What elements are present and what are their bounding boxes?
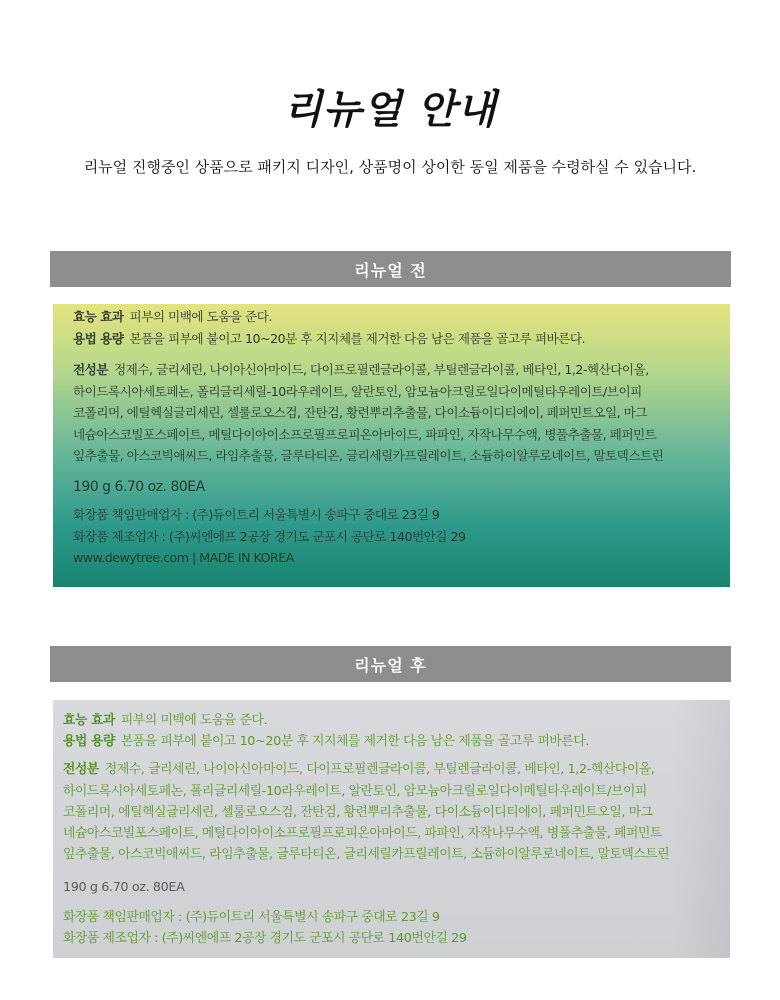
website-text: www.dewytree.com | MADE IN KOREA	[73, 550, 294, 565]
maker-line: 화장품 제조업자 : (주)씨엔에프 2공장 경기도 군포시 공단로 140번안길 29	[63, 930, 467, 946]
ingredients-line	[63, 759, 722, 780]
ingredients-line: 잎추출물, 아스코빅애씨드, 라임추출물, 글루타티온, 글리세릴카프릴레이트, 소듐하이알루로네이트, 말토덱스트린	[63, 847, 670, 863]
page-title: 리뉴얼 안내	[283, 87, 497, 133]
maker-label: 화장품 제조업자	[73, 528, 159, 544]
ingredients-text: 정제수, 글리세린, 나이아신아마이드, 다이프로필렌글라이콜, 부틸렌글라이콜, 베타인, 1,2-헥산다이올,	[114, 362, 649, 377]
usage-label: 용법 용량	[73, 330, 124, 346]
ingredients-line: 코폴리머, 에틸헥실글리세린, 셀룰로오스검, 잔탄검, 황련뿌리추출물, 다이소듐이디티에이, 페퍼민트오일, 마그	[73, 405, 647, 420]
maker-label: 화장품 제조업자	[63, 930, 151, 946]
maker-text: (주)씨엔에프 2공장 경기도 군포시 공단로 140번안길 29	[161, 930, 467, 946]
ingredients-line: 네슘아스코빌포스페이트, 메틸다이아이소프로필프로피온아마이드, 파파인, 자작나무수액, 병풀추출물, 페퍼민트	[73, 426, 657, 442]
efficacy-label: 효능 효과	[63, 713, 115, 728]
efficacy-text: 피부의 미백에 도움을 준다.	[129, 309, 272, 324]
product-label-text-after	[63, 710, 722, 949]
product-label-photo-before	[53, 304, 730, 587]
usage-text: 본품을 피부에 붙이고 10~20분 후 지지체를 제거한 다음 남은 제품을 골고루 펴바른다.	[129, 330, 585, 346]
usage-line	[73, 328, 722, 350]
seller-line: 화장품 책임판매업자 : (주)듀이트리 서울특별시 송파구 중대로 23길 9	[63, 909, 440, 925]
maker-line: 화장품 제조업자 : (주)씨엔에프 2공장 경기도 군포시 공단로 140번안길 29	[73, 528, 466, 544]
ingredients-line: 하이드록시아세토페논, 폴리글리세릴-10라우레이트, 알란토인, 암모늄아크릴로일다이메틸타우레이트/브이피	[63, 783, 647, 799]
efficacy-label: 효능 효과	[73, 309, 124, 324]
efficacy-line	[63, 710, 722, 731]
ingredients-text: 정제수, 글리세린, 나이아신아마이드, 다이프로필렌글라이콜, 부틸렌글라이콜, 베타인, 1,2-헥산다이올,	[104, 762, 655, 778]
efficacy-text: 피부의 미백에 도움을 준다.	[120, 713, 268, 728]
section-header-before: 리뉴얼 전	[50, 251, 731, 287]
ingredients-line	[73, 359, 722, 381]
product-label-text-before	[73, 306, 722, 569]
ingredients-label: 전성분	[73, 362, 108, 377]
usage-text: 본품을 피부에 붙이고 10~20분 후 지지체를 제거한 다음 남은 제품을 골고루 펴바른다.	[120, 734, 589, 750]
usage-line	[63, 731, 722, 752]
maker-text: (주)씨엔에프 2공장 경기도 군포시 공단로 140번안길 29	[168, 528, 466, 544]
ingredients-line: 하이드록시아세토페논, 폴리글리세릴-10라우레이트, 알란토인, 암모늄아크릴로일다이메틸타우레이트/브이피	[73, 383, 642, 399]
ingredients-label: 전성분	[63, 762, 99, 778]
seller-line: 화장품 책임판매업자 : (주)듀이트리 서울특별시 송파구 중대로 23길 9	[73, 507, 440, 522]
seller-label: 화장품 책임판매업자	[63, 909, 175, 925]
section-header-after: 리뉴얼 후	[50, 646, 731, 682]
quantity-text: 190 g 6.70 oz. 80EA	[63, 880, 185, 896]
seller-label: 화장품 책임판매업자	[73, 507, 182, 522]
efficacy-line	[73, 306, 722, 328]
ingredients-line: 잎추출물, 아스코빅애씨드, 라임추출물, 글루타티온, 글리세릴카프릴레이트, 소듐하이알루로네이트, 말토덱스트린	[73, 448, 664, 463]
quantity-text: 190 g 6.70 oz. 80EA	[73, 478, 205, 495]
ingredients-line: 네슘아스코빌포스페이트, 메틸다이아이소프로필프로피온아마이드, 파파인, 자작나무수액, 병풀추출물, 페퍼민트	[63, 826, 662, 842]
ingredients-line: 코폴리머, 에틸헥실글리세린, 셀룰로오스검, 잔탄검, 황련뿌리추출물, 다이소듐이디티에이, 페퍼민트오일, 마그	[63, 804, 653, 820]
page-description: 리뉴얼 진행중인 상품으로 패키지 디자인, 상품명이 상이한 동일 제품을 수령하실 수 있습니다.	[83, 158, 697, 176]
seller-text: (주)듀이트리 서울특별시 송파구 중대로 23길 9	[185, 909, 440, 925]
seller-text: (주)듀이트리 서울특별시 송파구 중대로 23길 9	[192, 507, 440, 522]
product-label-photo-after	[53, 700, 730, 958]
usage-label: 용법 용량	[63, 734, 115, 750]
